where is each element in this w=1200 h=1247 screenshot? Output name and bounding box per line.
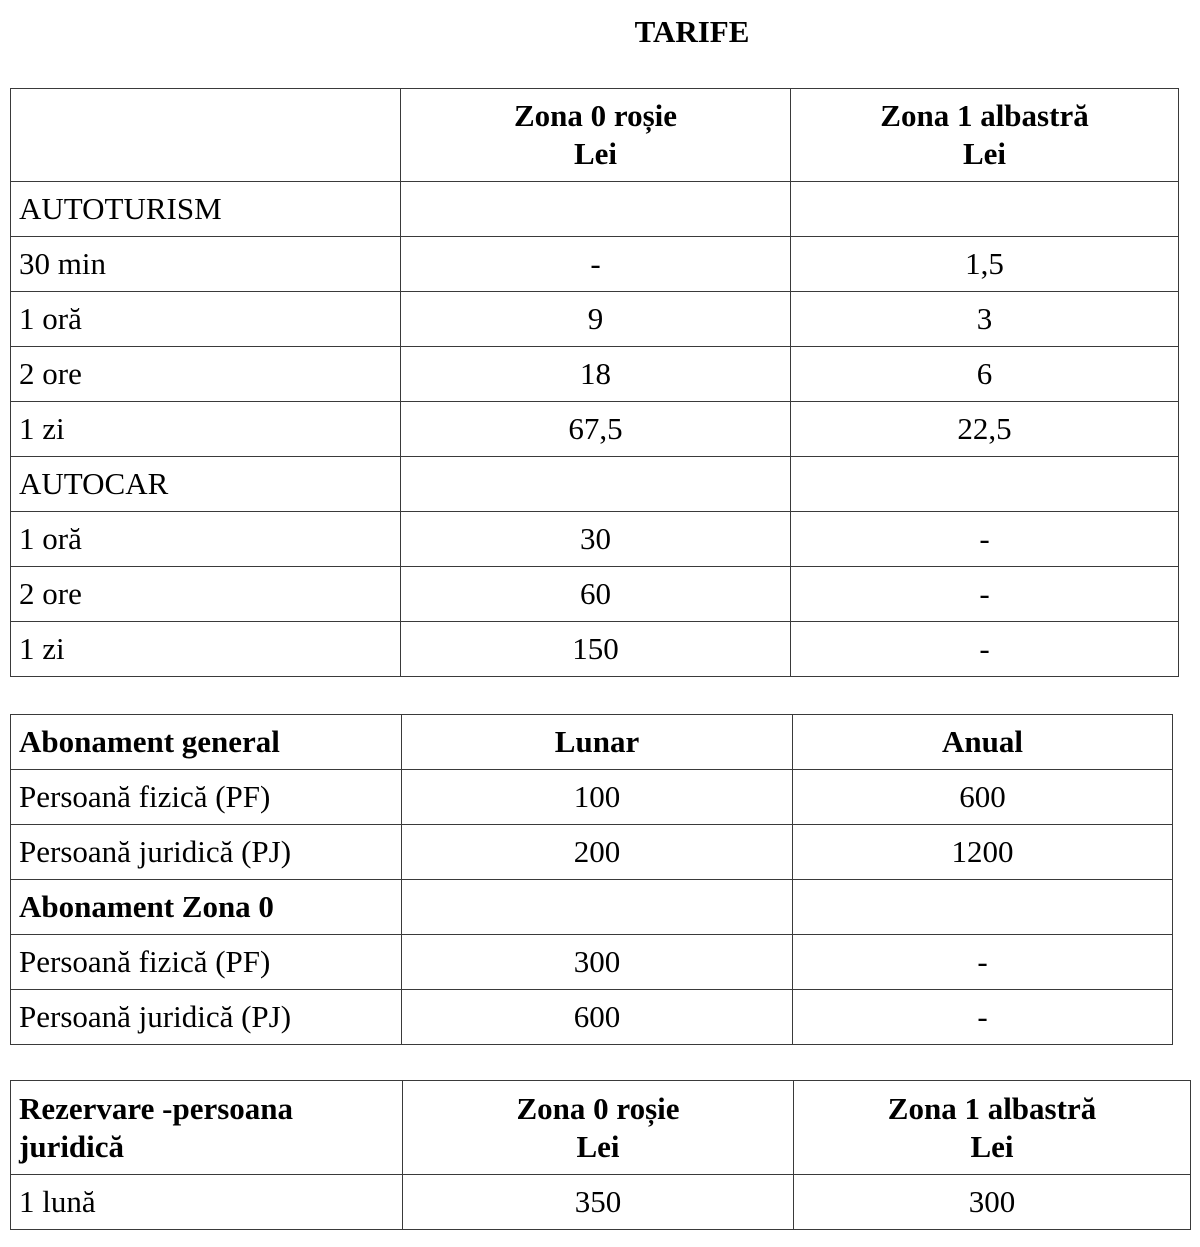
header-zone1-name: Zona 1 albastră — [887, 1090, 1097, 1126]
header-zone0-currency: Lei — [576, 1128, 620, 1164]
header-zone0-currency: Lei — [573, 136, 618, 171]
zone0-value: 18 — [401, 347, 791, 402]
header-subscription-general: Abonament general — [11, 715, 402, 770]
header-zone1 — [794, 1081, 1191, 1175]
table-row — [11, 457, 1179, 512]
zone1-value: - — [791, 512, 1179, 567]
row-label: 1 lună — [11, 1175, 403, 1230]
header-zone1-name: Zona 1 albastră — [880, 98, 1089, 133]
header-reservation — [11, 1081, 403, 1175]
row-label: Persoană fizică (PF) — [11, 935, 402, 990]
row-label: 2 ore — [11, 347, 401, 402]
zone0-value: 150 — [401, 622, 791, 677]
header-zone0-name: Zona 0 roșie — [516, 1090, 680, 1126]
table-header-row — [11, 1081, 1191, 1175]
table-row — [11, 237, 1179, 292]
header-zone1-currency: Lei — [962, 136, 1007, 171]
zone0-value: 30 — [401, 512, 791, 567]
zone1-value — [791, 182, 1179, 237]
monthly-value: 600 — [402, 990, 793, 1045]
row-label: AUTOTURISM — [11, 182, 401, 237]
zone1-value: 3 — [791, 292, 1179, 347]
zone1-value: 6 — [791, 347, 1179, 402]
monthly-value: 300 — [402, 935, 793, 990]
monthly-value: 100 — [402, 770, 793, 825]
zone0-value: - — [401, 237, 791, 292]
yearly-value: - — [793, 990, 1173, 1045]
row-label: 2 ore — [11, 567, 401, 622]
subscription-table — [10, 714, 1173, 1045]
section-label: Abonament Zona 0 — [11, 880, 402, 935]
header-zone0 — [403, 1081, 794, 1175]
table-row — [11, 880, 1173, 935]
table-row — [11, 182, 1179, 237]
reservation-table — [10, 1080, 1191, 1230]
table-header-row — [11, 89, 1179, 182]
zone1-value: - — [791, 622, 1179, 677]
row-label: 1 oră — [11, 512, 401, 567]
header-monthly: Lunar — [402, 715, 793, 770]
zone1-value: 300 — [794, 1175, 1191, 1230]
row-label: 1 zi — [11, 402, 401, 457]
yearly-value: 600 — [793, 770, 1173, 825]
table-row — [11, 512, 1179, 567]
zone0-value: 60 — [401, 567, 791, 622]
zone0-value — [401, 457, 791, 512]
table-row — [11, 347, 1179, 402]
table-row — [11, 770, 1173, 825]
header-zone0-name: Zona 0 roșie — [513, 98, 678, 133]
table-row — [11, 292, 1179, 347]
table-header-row — [11, 715, 1173, 770]
yearly-value — [793, 880, 1173, 935]
zone1-value: 1,5 — [791, 237, 1179, 292]
row-label: Persoană juridică (PJ) — [11, 990, 402, 1045]
table-row — [11, 935, 1173, 990]
header-yearly: Anual — [793, 715, 1173, 770]
zone0-value: 350 — [403, 1175, 794, 1230]
header-zone1-currency: Lei — [970, 1128, 1014, 1164]
zone1-value: 22,5 — [791, 402, 1179, 457]
zone0-value: 9 — [401, 292, 791, 347]
table-row — [11, 622, 1179, 677]
row-label: 1 oră — [11, 292, 401, 347]
row-label: Persoană juridică (PJ) — [11, 825, 402, 880]
monthly-value — [402, 880, 793, 935]
parking-rates-table — [10, 88, 1179, 677]
table-row — [11, 1175, 1191, 1230]
row-label: AUTOCAR — [11, 457, 401, 512]
zone1-value — [791, 457, 1179, 512]
yearly-value: - — [793, 935, 1173, 990]
table-row — [11, 990, 1173, 1045]
yearly-value: 1200 — [793, 825, 1173, 880]
header-reservation-line1: Rezervare -persoana — [19, 1090, 294, 1126]
zone0-value — [401, 182, 791, 237]
zone0-value: 67,5 — [401, 402, 791, 457]
table-row — [11, 567, 1179, 622]
table-row — [11, 825, 1173, 880]
header-zone0 — [401, 89, 791, 182]
row-label: 1 zi — [11, 622, 401, 677]
header-zone1 — [791, 89, 1179, 182]
zone1-value: - — [791, 567, 1179, 622]
monthly-value: 200 — [402, 825, 793, 880]
header-reservation-line2: juridică — [19, 1128, 125, 1164]
row-label: Persoană fizică (PF) — [11, 770, 402, 825]
row-label: 30 min — [11, 237, 401, 292]
page-title: TARIFE — [634, 14, 750, 49]
table-row — [11, 402, 1179, 457]
header-empty-cell — [11, 89, 401, 182]
